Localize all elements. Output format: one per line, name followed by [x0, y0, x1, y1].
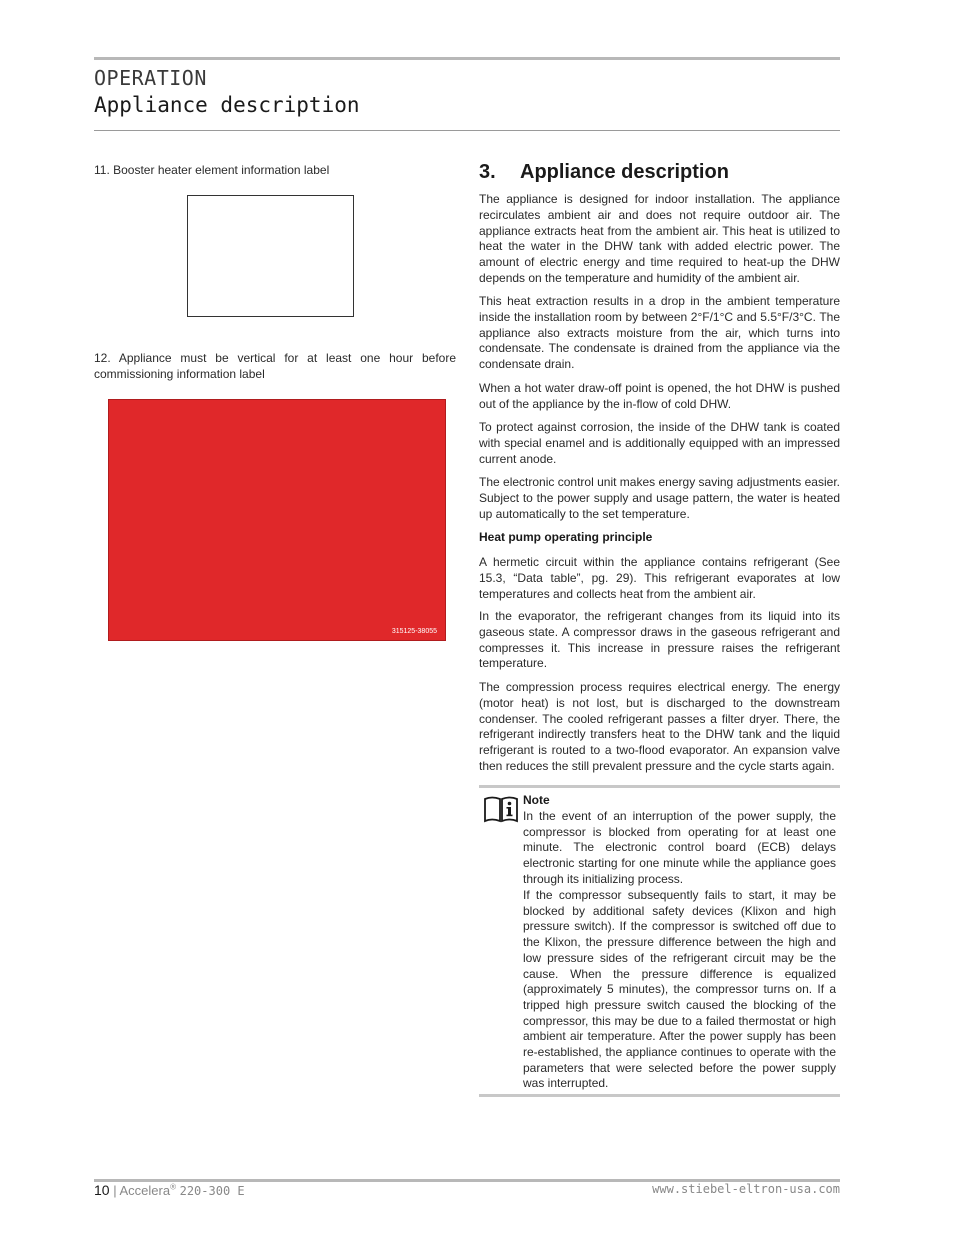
paragraph: The compression process requires electrical energy. The energy (motor heat) is not lost, but is discharged to the downstream condenser. The cooled refrigerant passes a filter dryer. There, the refrigerant indirectly transfers heat to the DHW tank and the liquid refrigerant is routed to a two-flood evaporator. An expansion valve then reduces the still prevalent pressure and the cycle starts again. — [479, 680, 840, 773]
paragraph: The electronic control unit makes energy saving adjustments easier. Subject to the power supply and usage pattern, the water is heated up automatically to the set temperature. — [479, 475, 840, 521]
caption-booster-label: 11. Booster heater element information label — [94, 163, 330, 177]
registered-mark: ® — [170, 1182, 176, 1192]
footer-left — [94, 1182, 245, 1198]
paragraph: To protect against corrosion, the inside of the DHW tank is coated with special enamel and is additionally equipped with an impressed current anode. — [479, 420, 840, 466]
paragraph: When a hot water draw-off point is opened, the hot DHW is pushed out of the appliance by the in-flow of cold DHW. — [479, 381, 840, 411]
info-book-icon — [483, 795, 519, 823]
website-link: www.stiebel-eltron-usa.com — [652, 1182, 840, 1196]
model-name: 220-300 E — [179, 1184, 245, 1198]
note-paragraph: In the event of an interruption of the power supply, the compressor is blocked from operating for at least one minute. The electronic control board (ECB) delays electronic starting for one minute while the appliance goes through its initializing process. — [523, 809, 836, 886]
caption-vertical-label: 12. Appliance must be vertical for at least one hour before commissioning information label — [94, 351, 456, 381]
note-title: Note — [523, 793, 550, 807]
section-heading-text: Appliance description — [520, 161, 729, 183]
page-title: Appliance description — [94, 93, 360, 117]
subheading: Heat pump operating principle — [479, 530, 653, 544]
page-number: 10 — [94, 1182, 110, 1198]
paragraph: This heat extraction results in a drop in the ambient temperature inside the installation room by between 2°F/1°C and 5.5°F/3°C. The appliance also extracts moisture from the air, which turns into condensate. The condensate is drained from the appliance via the condensate drain. — [479, 294, 840, 372]
section-title: OPERATION — [94, 66, 207, 90]
header-bottom-rule — [94, 130, 840, 131]
paragraph: The appliance is designed for indoor installation. The appliance recirculates ambient air and does not require outdoor air. The appliance extracts heat from the ambient air. This heat is utilized to heat the water in the DHW tank with added electric power. The amount of electric energy and time required to heat-up the DHW depends on the temperature and humidity of the ambient air. — [479, 192, 840, 285]
paragraph: A hermetic circuit within the appliance contains refrigerant (See 15.3, “Data table”, pg. 29). This refrigerant evaporates at low temperatures and collects heat from the ambient air. — [479, 555, 840, 601]
vertical-warning-label-image — [108, 399, 446, 641]
note-paragraph: If the compressor subsequently fails to start, it may be blocked by additional safety devices (Klixon and high pressure switch). If the compressor is switched off due to the Klixon, the pressure difference between the high and low pressure sides of the refrigerant circuit may be the cause. When the pressure difference is equalized (approximately 5 minutes), the compressor turns on. If a tripped high pressure switch caused the blocking of the compressor, this may be due to a failed thermostat or high ambient air temperature. After the power supply has been re-established, the appliance continues to operate with the parameters that were selected before the power supply was interrupted. — [523, 888, 836, 1091]
product-name: Accelera — [119, 1183, 171, 1198]
section-heading — [479, 161, 840, 184]
section-heading-number: 3. — [479, 161, 496, 183]
booster-heater-label-image — [187, 195, 354, 317]
paragraph: In the evaporator, the refrigerant changes from its liquid into its gaseous state. A compressor draws in the gaseous refrigerant and compresses it. This increase in pressure raises the refrigerant temperature. — [479, 609, 840, 671]
header-top-rule — [94, 57, 840, 60]
label-part-code: 315125-38055 — [391, 628, 437, 635]
note-bottom-rule — [479, 1094, 840, 1097]
footer-separator: | — [113, 1183, 117, 1198]
note-top-rule — [479, 785, 840, 788]
